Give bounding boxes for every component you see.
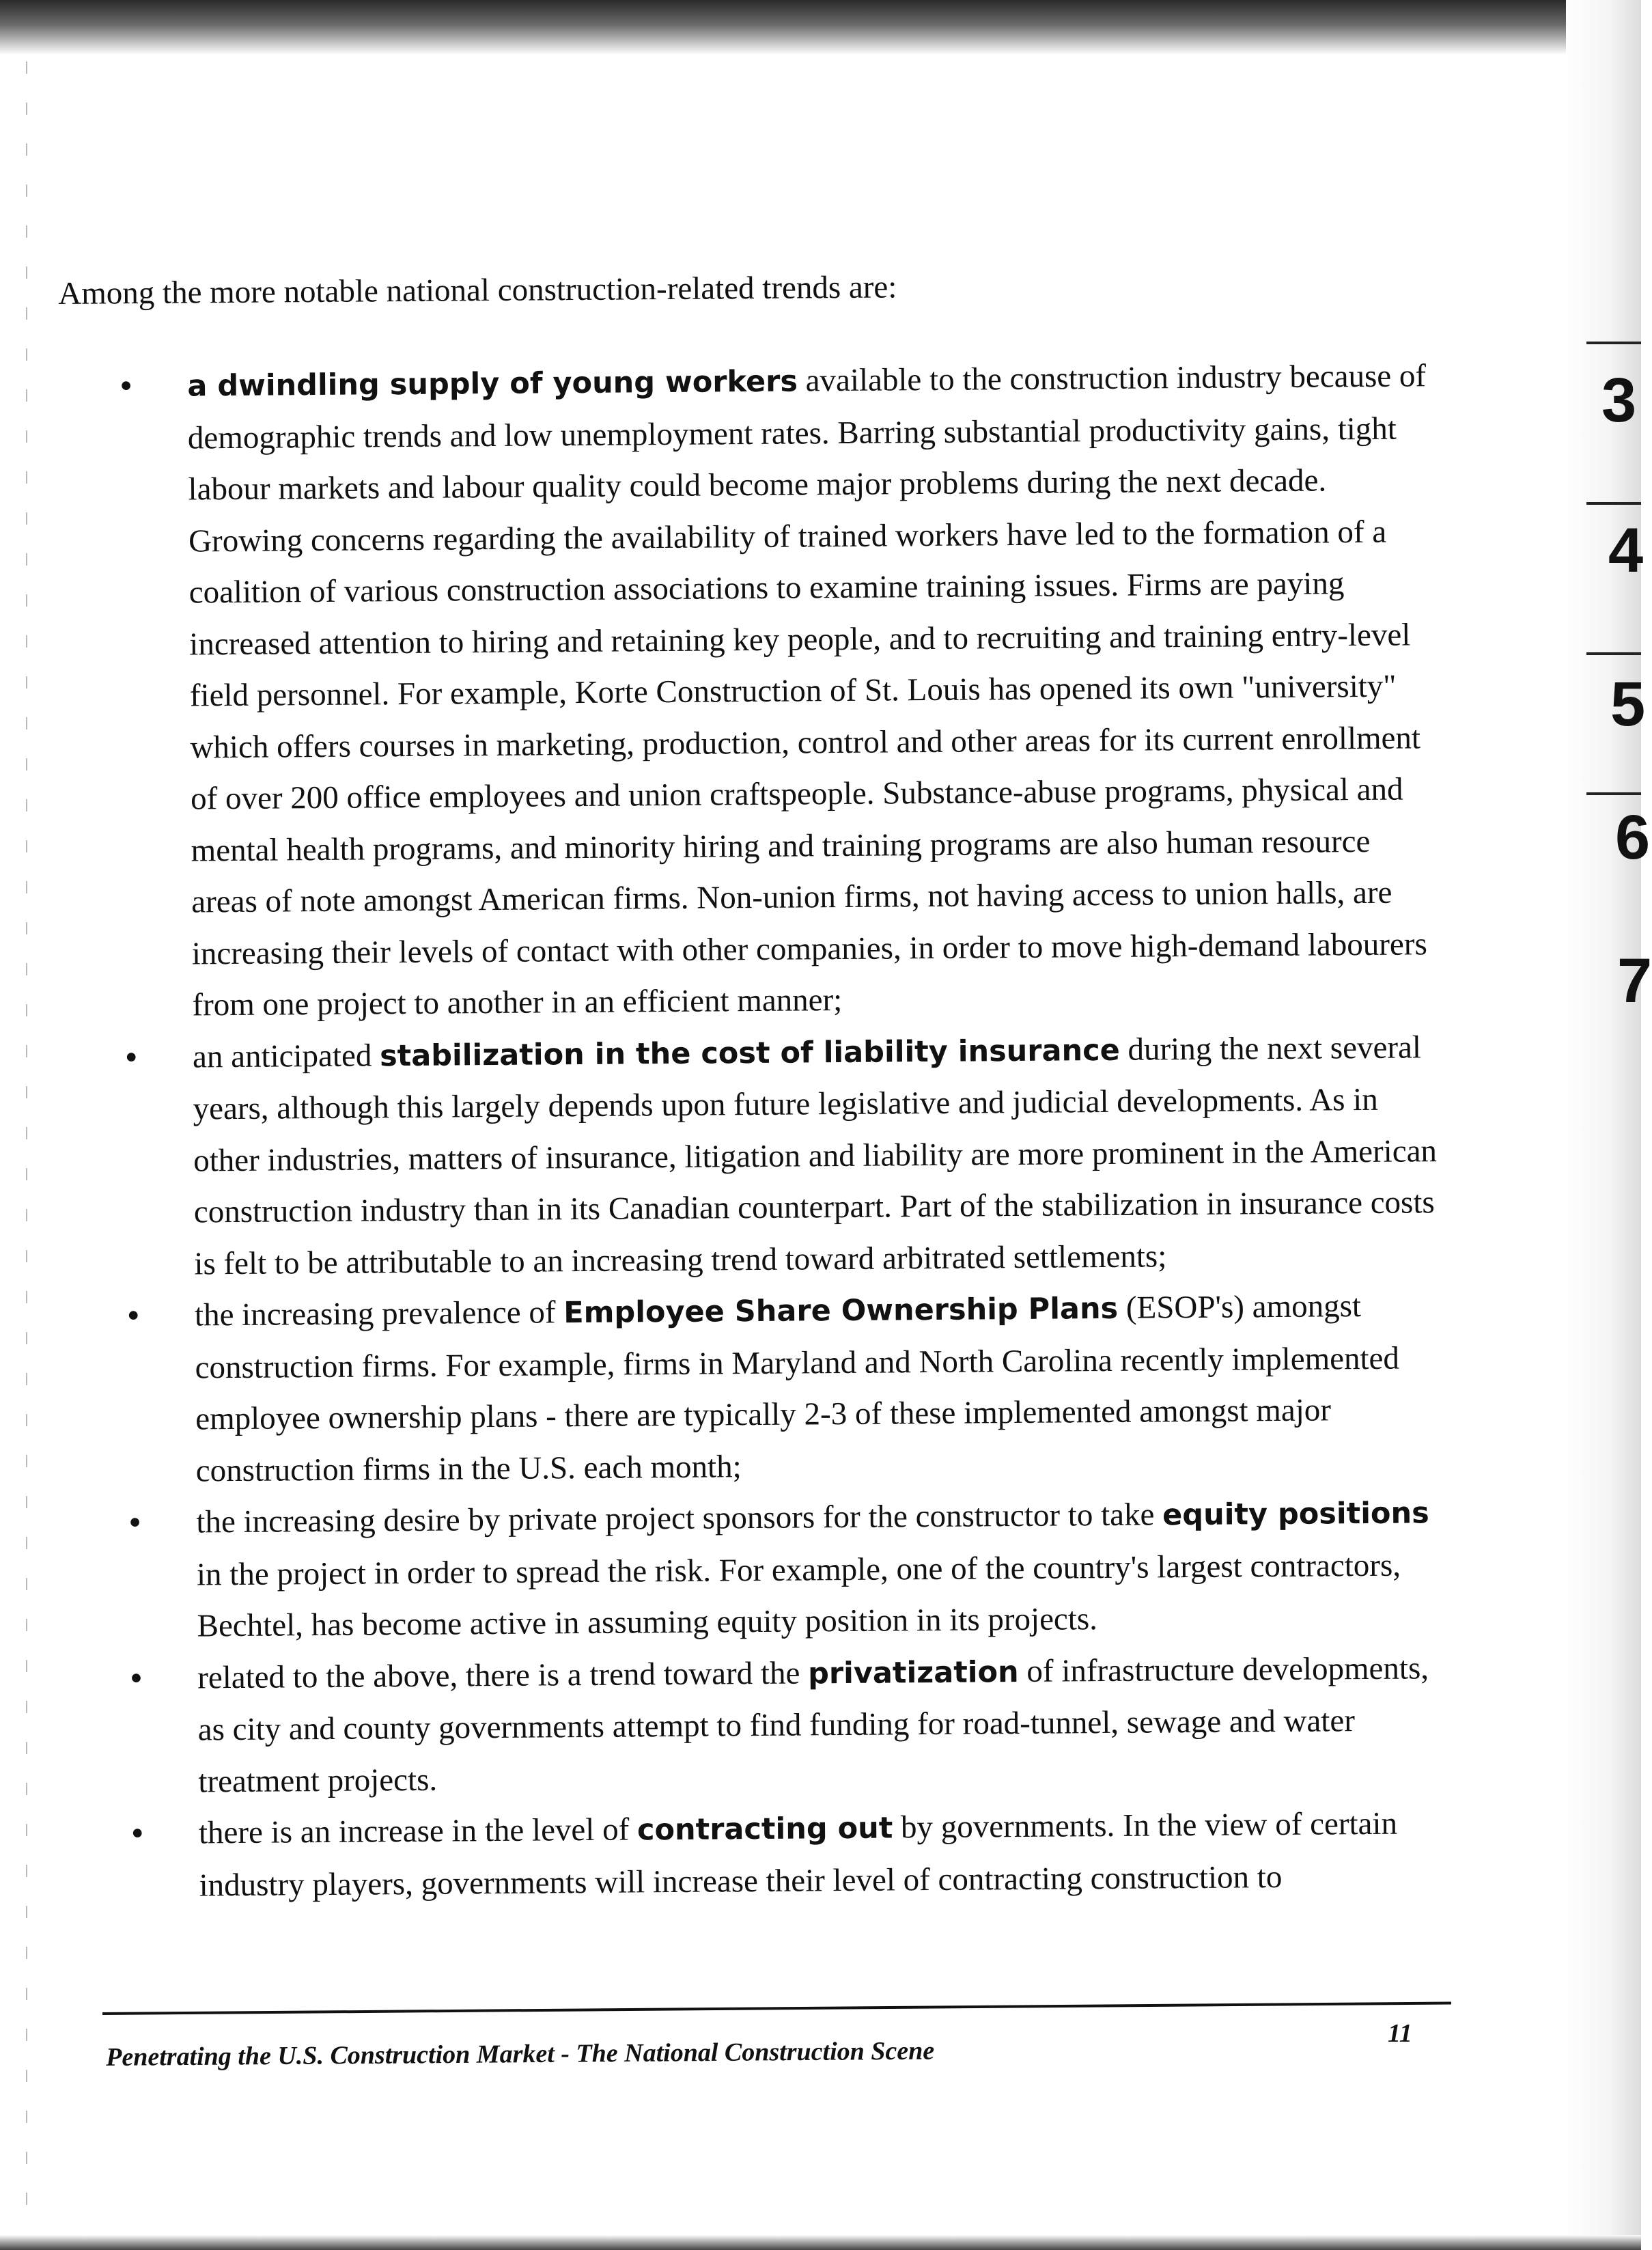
trend-text-run: there is an increase in the level of — [198, 1811, 638, 1851]
tab-divider — [1586, 502, 1641, 505]
trend-list — [59, 350, 1451, 1913]
tab-divider — [1586, 792, 1641, 795]
trend-text — [199, 1798, 1451, 1911]
scan-left-edge — [26, 61, 27, 2234]
scan-top-edge — [0, 0, 1641, 55]
trend-text-run: in the project in order to spread the risk. For example, one of the country's largest contractors, Bechtel, has become active in assuming equity position in its projects. — [196, 1547, 1401, 1644]
trend-highlight: contracting out — [636, 1811, 893, 1848]
trend-text-run: by governments. In the view of certain industry players, governments will increase their level of contracting construction to — [199, 1805, 1398, 1903]
trend-text — [196, 1487, 1448, 1652]
trend-list-item — [59, 350, 1444, 1032]
trend-list-item — [68, 1487, 1448, 1653]
trend-highlight: a dwindling supply of young workers — [187, 364, 798, 404]
index-tab-3: 3 — [1601, 365, 1637, 435]
tab-divider — [1586, 342, 1641, 344]
intro-paragraph: Among the more notable national construction-related trends are: — [58, 269, 897, 311]
bullet-icon: • — [120, 368, 132, 404]
footer-rule — [102, 2001, 1451, 2015]
body-text — [58, 259, 1451, 1913]
index-tab-4: 4 — [1608, 516, 1644, 585]
bullet-icon: • — [129, 1505, 141, 1541]
tab-divider — [1586, 652, 1641, 655]
index-tab-7: 7 — [1617, 946, 1652, 1016]
trend-text-run: during the next several years, although this largely depends upon future legislative and judicial developments. As in other industries, matters of insurance, litigation and liability are more prominent in the American construction industry than in its Canadian counterpart. Part of the stabilization in insurance costs is felt to be attributable to an increasing trend toward arbitrated settlements; — [193, 1029, 1438, 1281]
trend-text-run: related to the above, there is a trend toward the — [197, 1654, 809, 1695]
page-number: 11 — [1388, 2019, 1412, 2048]
bullet-icon: • — [125, 1039, 137, 1075]
bullet-icon: • — [127, 1298, 139, 1334]
trend-text-run: (ESOP's) amongst construction firms. For example, firms in Maryland and North Carolina recently implemented employee ownership plans - there are typically 2-3 of these implemented amongst major construction firms in the U.S. each month; — [195, 1288, 1400, 1488]
trend-list-item — [64, 1022, 1446, 1291]
scan-bottom-edge — [0, 2235, 1641, 2250]
trend-highlight: stabilization in the cost of liability insurance — [379, 1033, 1120, 1073]
trend-text-run: the increasing desire by private project sponsors for the constructor to take — [196, 1497, 1163, 1540]
trend-text — [197, 1643, 1450, 1808]
scan-right-edge — [1566, 0, 1644, 2250]
trend-text — [193, 1022, 1446, 1290]
trend-text — [195, 1280, 1447, 1497]
trend-list-item — [69, 1643, 1450, 1809]
trend-list-item — [70, 1798, 1451, 1913]
trend-highlight: equity positions — [1162, 1496, 1429, 1533]
footer-title: Penetrating the U.S. Construction Market - The National Construction Scene — [106, 2036, 935, 2072]
trend-text-run: of infrastructure developments, as city and county governments attempt to find funding for road-tunnel, sewage and water treatment projects. — [197, 1650, 1429, 1799]
index-tab-5: 5 — [1610, 669, 1646, 739]
trend-highlight: Employee Share Ownership Plans — [563, 1291, 1119, 1331]
bullet-icon: • — [130, 1660, 142, 1696]
trend-text-run: the increasing prevalence of — [194, 1294, 564, 1333]
trend-text-run: an anticipated — [192, 1037, 380, 1074]
trend-highlight: privatization — [807, 1654, 1019, 1691]
index-tab-6: 6 — [1615, 803, 1651, 872]
trend-list-item — [66, 1280, 1447, 1498]
trend-text — [187, 350, 1444, 1031]
bullet-icon: • — [131, 1816, 143, 1852]
trend-text-run: available to the construction industry because of demographic trends and low unemployment rates. Barring substantial productivity gains, tight labour markets and labour quality could become major problems during the next decade. Growing concerns regarding the availability of trained workers have led to the formation of a coalition of various construction associations to examine training issues. Firms are paying increased attention to hiring and retaining key people, and to recruiting and training entry-level field personnel. For example, Korte Construction of St. Louis has opened its own "university" which offers courses in marketing, production, control and other areas for its current enrollment of over 200 office employees and union craftspeople. Substance-abuse programs, physical and mental health programs, and minority hiring and training programs are also human resource areas of note amongst American firms. Non-union firms, not having access to union halls, are increasing their levels of contact with other companies, in order to move high-demand labourers from one project to another in an efficient manner; — [187, 358, 1427, 1023]
